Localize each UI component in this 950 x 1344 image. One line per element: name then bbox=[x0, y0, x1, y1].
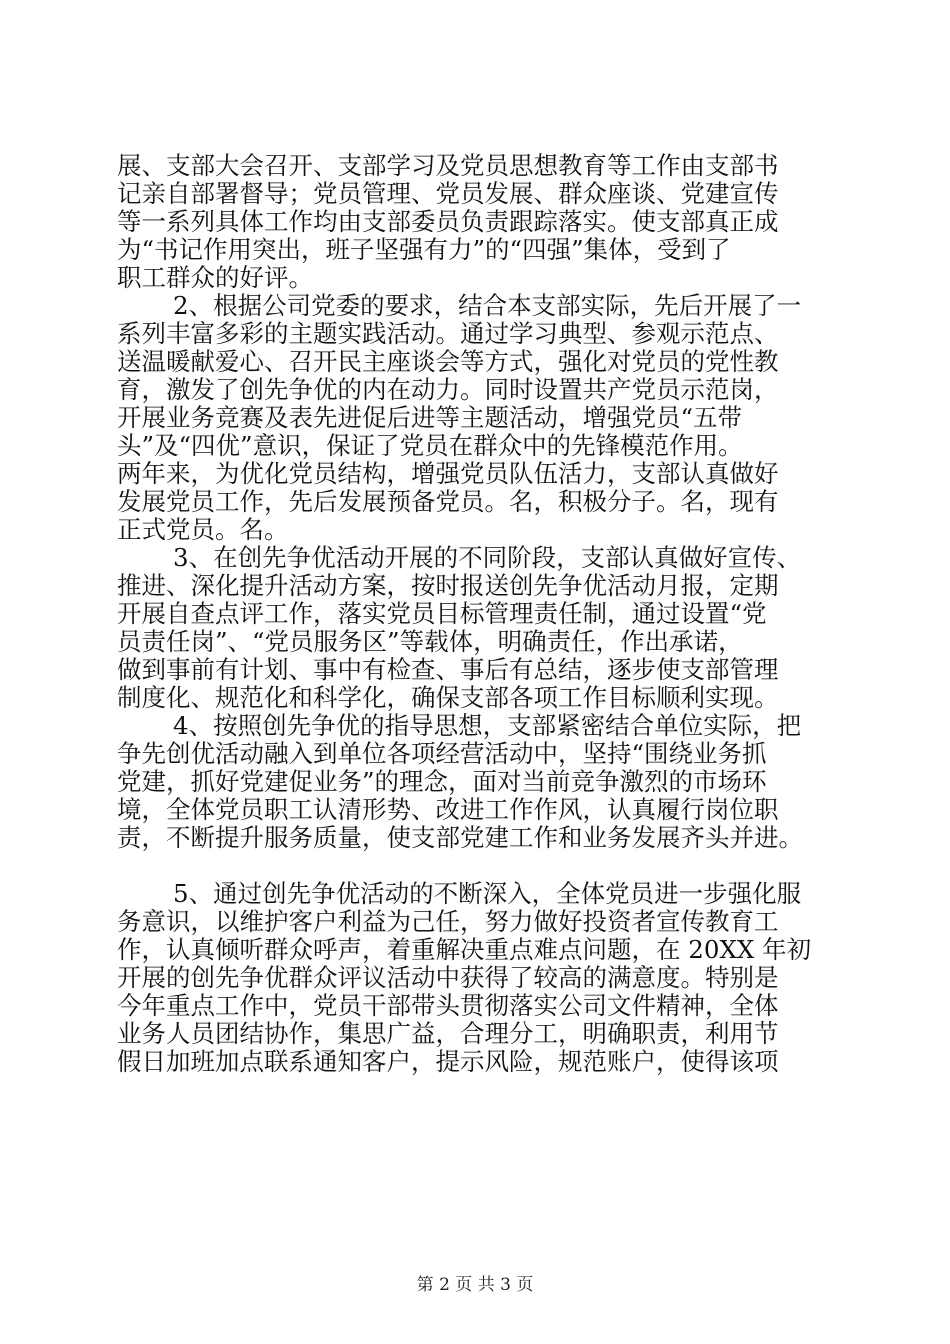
text-line: 开展业务竞赛及表先进促后进等主题活动，增强党员“五带 bbox=[117, 403, 743, 432]
document-body bbox=[117, 152, 847, 1076]
text-line: 记亲自部署督导；党员管理、党员发展、群众座谈、党建宣传 bbox=[117, 179, 779, 208]
text-line: 系列丰富多彩的主题实践活动。通过学习典型、参观示范点、 bbox=[117, 319, 779, 348]
text-line: 制度化、规范化和科学化，确保支部各项工作目标顺利实现。 bbox=[117, 683, 779, 712]
text-line: 职工群众的好评。 bbox=[117, 263, 313, 292]
paragraph-start-line: 5、通过创先争优活动的不断深入，全体党员进一步强化服 bbox=[173, 879, 802, 908]
paragraph-start-line: 2、根据公司党委的要求，结合本支部实际，先后开展了一 bbox=[173, 291, 802, 320]
text-line: 员责任岗”、“党员服务区”等载体，明确责任，作出承诺， bbox=[117, 627, 743, 656]
text-line: 作，认真倾听群众呼声，着重解决重点难点问题，在 20XX 年初 bbox=[117, 935, 812, 964]
text-line: 等一系列具体工作均由支部委员负责跟踪落实。使支部真正成 bbox=[117, 207, 779, 236]
text-line: 境，全体党员职工认清形势、改进工作作风，认真履行岗位职 bbox=[117, 795, 779, 824]
text-line: 责，不断提升服务质量，使支部党建工作和业务发展齐头并进。 bbox=[117, 823, 803, 852]
text-line: 头”及“四优”意识，保证了党员在群众中的先锋模范作用。 bbox=[117, 431, 743, 460]
text-line: 两年来，为优化党员结构，增强党员队伍活力，支部认真做好 bbox=[117, 459, 779, 488]
paragraph-gap bbox=[117, 852, 847, 880]
text-line: 展、支部大会召开、支部学习及党员思想教育等工作由支部书 bbox=[117, 151, 779, 180]
text-line: 正式党员。名。 bbox=[117, 515, 289, 544]
text-line: 送温暖献爱心、召开民主座谈会等方式，强化对党员的党性教 bbox=[117, 347, 779, 376]
text-line: 开展的创先争优群众评议活动中获得了较高的满意度。特别是 bbox=[117, 963, 779, 992]
text-line: 发展党员工作，先后发展预备党员。名，积极分子。名，现有 bbox=[117, 487, 779, 516]
page-footer: 第 2 页 共 3 页 bbox=[416, 1275, 534, 1295]
text-line: 育，激发了创先争优的内在动力。同时设置共产党员示范岗， bbox=[117, 375, 779, 404]
text-line: 业务人员团结协作，集思广益，合理分工，明确职责，利用节 bbox=[117, 1019, 779, 1048]
text-line: 今年重点工作中，党员干部带头贯彻落实公司文件精神，全体 bbox=[117, 991, 779, 1020]
paragraph-start-line: 4、按照创先争优的指导思想，支部紧密结合单位实际，把 bbox=[173, 711, 802, 740]
text-line: 假日加班加点联系通知客户，提示风险，规范账户，使得该项 bbox=[117, 1047, 779, 1076]
text-line: 开展自查点评工作，落实党员目标管理责任制，通过设置“党 bbox=[117, 599, 767, 628]
text-line: 争先创优活动融入到单位各项经营活动中，坚持“围绕业务抓 bbox=[117, 739, 767, 768]
text-line: 做到事前有计划、事中有检查、事后有总结，逐步使支部管理 bbox=[117, 655, 779, 684]
text-line: 为“书记作用突出，班子坚强有力”的“四强”集体，受到了 bbox=[117, 235, 731, 264]
text-line: 党建，抓好党建促业务”的理念，面对当前竞争激烈的市场环 bbox=[117, 767, 767, 796]
text-line: 推进、深化提升活动方案，按时报送创先争优活动月报，定期 bbox=[117, 571, 779, 600]
paragraph-start-line: 3、在创先争优活动开展的不同阶段，支部认真做好宣传、 bbox=[173, 543, 802, 572]
text-line: 务意识，以维护客户利益为己任，努力做好投资者宣传教育工 bbox=[117, 907, 779, 936]
